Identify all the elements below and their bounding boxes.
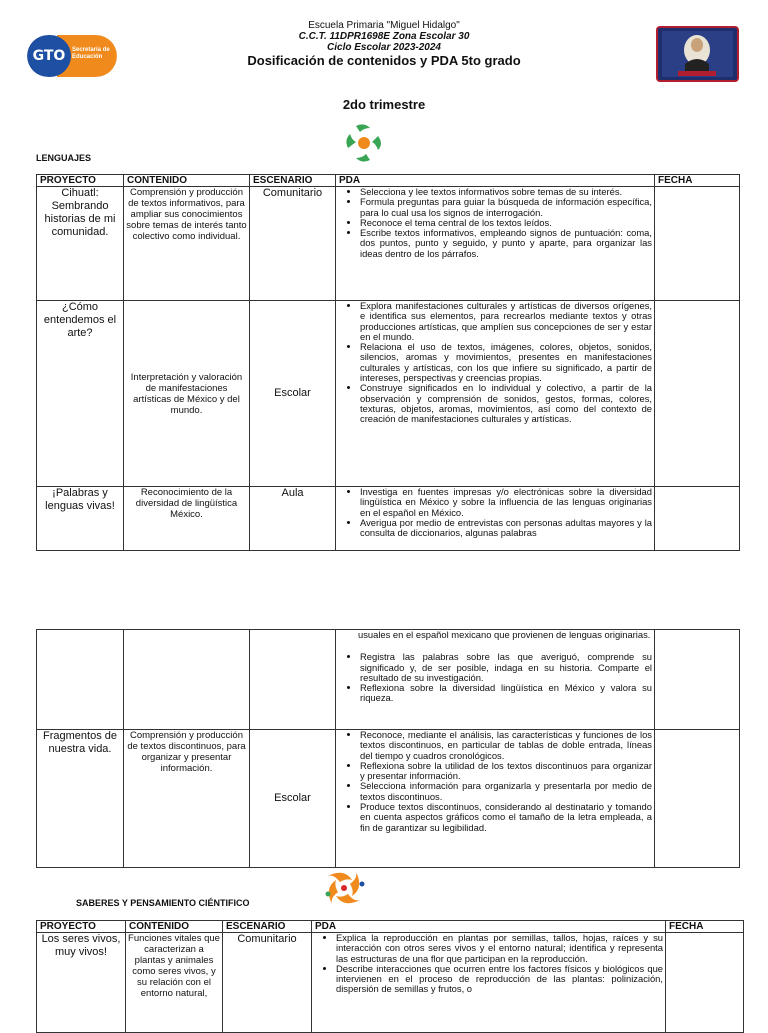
pda-item: • Escribe textos informativos, empleando signos de puntuación: coma, dos puntos, punto y seguido, y punto y aparte, para organizar las ideas dentro de los párrafos. bbox=[360, 228, 652, 259]
pda-item: • Explica la reproducción en plantas por semillas, tallos, hojas, raíces y su interacción con otros seres vivos y el entorno natural; identifica y representa las estructuras de una flor que participan en la reproducción. bbox=[336, 933, 663, 964]
empty-scenario-cell bbox=[250, 630, 336, 730]
lenguajes-table bbox=[36, 174, 740, 551]
date-cell[interactable] bbox=[655, 487, 740, 551]
trimester-title: 2do trimestre bbox=[342, 97, 426, 112]
pda-item: • Investiga en fuentes impresas y/o electrónicas sobre la diversidad lingüística en México y sobre la influencia de las lenguas originarias en el español en México. bbox=[360, 487, 652, 518]
scenario-text: Escolar bbox=[250, 301, 336, 487]
table-row bbox=[37, 630, 740, 730]
header-escenario: ESCENARIO bbox=[223, 921, 312, 933]
empty-content-cell bbox=[124, 630, 250, 730]
table-row bbox=[37, 730, 740, 868]
content-text: Funciones vitales que caracterizan a plantas y animales como seres vivos, y su relación con el entorno natural, bbox=[126, 933, 223, 1033]
pda-item: • Relaciona el uso de textos, imágenes, colores, objetos, sonidos, silencios, aromas y movimientos, presentes en manifestaciones culturales y artísticas, con los que infiere su significado, a partir de intereses, perspectivas y creencias propias. bbox=[360, 342, 652, 383]
content-text: Comprensión y producción de textos informativos, para ampliar sus conocimientos sobre temas de interés tanto colectivo como individual. bbox=[124, 187, 250, 301]
pda-item: • Registra las palabras sobre las que averiguó, comprende su significado y, de ser posible, indaga en su historia. Comparte el resultado de su investigación. bbox=[360, 652, 652, 683]
school-cycle: Ciclo Escolar 2023-2024 bbox=[327, 42, 441, 53]
pda-continued-text: usuales en el español mexicano que provienen de lenguas originarias. bbox=[358, 629, 651, 640]
lenguajes-field-icon bbox=[344, 122, 384, 164]
header-fecha: FECHA bbox=[655, 175, 740, 187]
date-cell[interactable] bbox=[655, 187, 740, 301]
date-cell[interactable] bbox=[666, 933, 744, 1033]
pda-list bbox=[336, 730, 655, 868]
pda-item: • Averigua por medio de entrevistas con personas adultas mayores y la consulta de diccionarios, algunas palabras bbox=[360, 518, 652, 539]
document-header bbox=[0, 20, 768, 69]
scenario-text: Escolar bbox=[250, 730, 336, 868]
gto-logo-subtitle: Secretaría de Educación bbox=[72, 47, 110, 60]
scenario-text: Aula bbox=[250, 487, 336, 551]
empty-project-cell bbox=[37, 630, 124, 730]
pda-item: • Produce textos discontinuos, considerando al destinatario y tomando en cuenta aspectos gráficos como el tamaño de la letra empleada, a fin de garantizar su legibilidad. bbox=[360, 802, 652, 833]
project-name: ¿Cómo entendemos el arte? bbox=[37, 301, 124, 487]
pda-item: • Reflexiona sobre la utilidad de los textos discontinuos para organizar y presentar información. bbox=[360, 761, 652, 782]
header-proyecto: PROYECTO bbox=[37, 921, 126, 933]
header-pda: PDA bbox=[336, 175, 655, 187]
pda-item: • Formula preguntas para guiar la búsqueda de información específica, para lo cual usa los signos de interrogación. bbox=[360, 197, 652, 218]
date-cell[interactable] bbox=[655, 301, 740, 487]
pda-item: • Explora manifestaciones culturales y artísticas de diversos orígenes, e identifica sus elementos, para recrearlos mediante textos y otras producciones artísticas, que amplíen sus concepciones de ser y estar en el mundo. bbox=[360, 301, 652, 342]
pda-item: • Selecciona información para organizarla y presentarla por medio de textos discontinuos. bbox=[360, 781, 652, 802]
content-text: Reconocimiento de la diversidad de lingüística México. bbox=[124, 487, 250, 551]
content-text: Comprensión y producción de textos discontinuos, para organizar y presentar información. bbox=[124, 730, 250, 868]
school-name: Escuela Primaria "Miguel Hidalgo" bbox=[308, 20, 460, 31]
pda-item: • Construye significados en lo individual y colectivo, a partir de la observación y comprensión de sonidos, gestos, formas, colores, texturas, objetos, aromas, movimientos, así como del contexto de creación de manifestaciones culturales y artísticas. bbox=[360, 383, 652, 424]
scenario-text: Comunitario bbox=[250, 187, 336, 301]
pda-item: • Reconoce, mediante el análisis, las características y funciones de los textos discontinuos, en particular de tablas de doble entrada, líneas del tiempo y cuadros cronológicos. bbox=[360, 730, 652, 761]
header-pda: PDA bbox=[312, 921, 666, 933]
header-escenario: ESCENARIO bbox=[250, 175, 336, 187]
project-name: Fragmentos de nuestra vida. bbox=[37, 730, 124, 868]
pda-list bbox=[336, 487, 655, 551]
pda-list bbox=[336, 301, 655, 487]
saberes-section-title: SABERES Y PENSAMIENTO CIÉNTIFICO bbox=[76, 898, 250, 908]
content-text: Interpretación y valoración de manifestaciones artísticas de México y del mundo. bbox=[124, 301, 250, 487]
lenguajes-table-continued bbox=[36, 629, 740, 868]
table-header-row bbox=[37, 175, 740, 187]
pda-list bbox=[312, 933, 666, 1033]
date-cell[interactable] bbox=[655, 730, 740, 868]
header-contenido: CONTENIDO bbox=[124, 175, 250, 187]
pda-item: • Describe interacciones que ocurren entre los factores físicos y biológicos que intervienen en el proceso de reproducción de las plantas: polinización, dispersión de semillas y frutos, o bbox=[336, 964, 663, 995]
table-row bbox=[37, 301, 740, 487]
document-title: Dosificación de contenidos y PDA 5to grado bbox=[247, 53, 521, 68]
project-name: Cihuatl: Sembrando historias de mi comunidad. bbox=[37, 187, 124, 301]
table-row bbox=[37, 187, 740, 301]
header-contenido: CONTENIDO bbox=[126, 921, 223, 933]
table-header-row bbox=[37, 921, 744, 933]
pda-item: • Reflexiona sobre la diversidad lingüística en México y valora su riqueza. bbox=[360, 683, 652, 704]
header-fecha: FECHA bbox=[666, 921, 744, 933]
pda-list bbox=[336, 630, 655, 730]
saberes-table bbox=[36, 920, 744, 1033]
table-row bbox=[37, 487, 740, 551]
lenguajes-section-title: LENGUAJES bbox=[36, 153, 92, 163]
project-name: Los seres vivos, muy vivos! bbox=[37, 933, 126, 1033]
table-row bbox=[37, 933, 744, 1033]
pda-list bbox=[336, 187, 655, 301]
school-cct: C.C.T. 11DPR1698E Zona Escolar 30 bbox=[298, 31, 470, 42]
date-cell[interactable] bbox=[655, 630, 740, 730]
pda-item: • Reconoce el tema central de los textos leídos. bbox=[360, 218, 652, 228]
saberes-field-icon bbox=[322, 866, 366, 910]
pda-item: • Selecciona y lee textos informativos sobre temas de su interés. bbox=[360, 187, 652, 197]
project-name: ¡Palabras y lenguas vivas! bbox=[37, 487, 124, 551]
header-proyecto: PROYECTO bbox=[37, 175, 124, 187]
scenario-text: Comunitario bbox=[223, 933, 312, 1033]
gto-logo-mark: GTO bbox=[27, 35, 71, 77]
